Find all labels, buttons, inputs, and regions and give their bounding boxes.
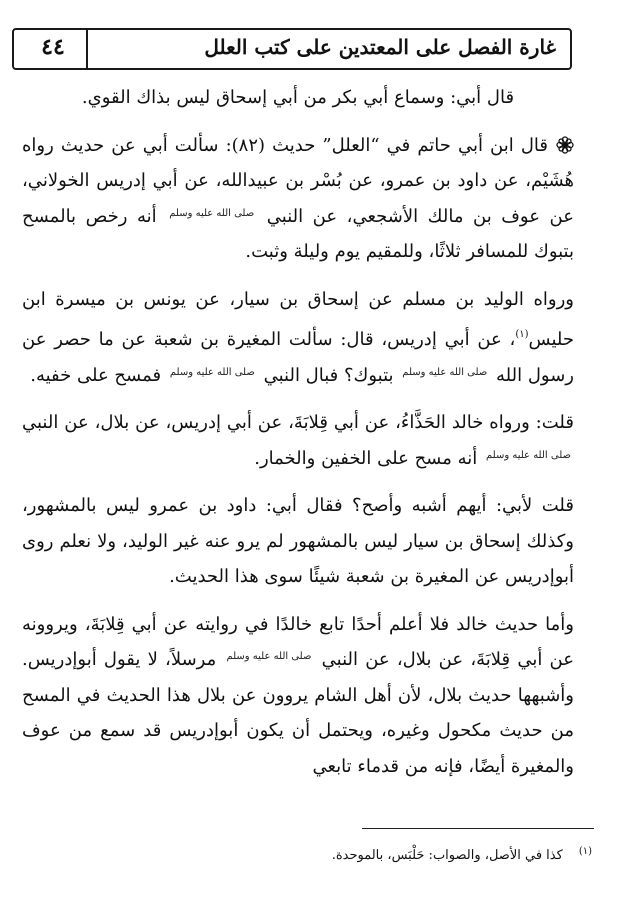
- paragraph-2-text-a: قال ابن أبي حاتم في “العلل” حديث (٨٢): سألت أبي عن حديث رواه هُشَيْم، عن داود بن عمرو، عن بُسْر بن عبيدالله، عن أبي إدريس الخولاني، عن عوف بن مالك الأشجعي، عن النبي: [22, 134, 574, 227]
- honorific-icon: صلى الله عليه وسلم: [169, 366, 255, 378]
- honorific-icon: صلى الله عليه وسلم: [226, 651, 312, 662]
- paragraph-2: [22, 128, 574, 270]
- book-title: غارة الفصل على المعتدين على كتب العلل: [204, 35, 556, 59]
- footnote-separator: [362, 828, 594, 829]
- paragraph-1-text: قال أبي: وسماع أبي بكر من أبي إسحاق ليس بذاك القوي.: [81, 87, 515, 108]
- paragraph-4: [22, 405, 574, 476]
- footnote: [32, 842, 592, 866]
- paragraph-5: [22, 488, 574, 595]
- running-header: [12, 28, 572, 70]
- paragraph-3-text-d: فمسح على خفيه.: [30, 364, 162, 386]
- paragraph-3-text-b: ، عن أبي إدريس، قال: سألت المغيرة بن شعبة عن ما حصر عن رسول الله: [22, 329, 574, 386]
- footnote-number: (١): [578, 846, 592, 857]
- header-divider: [86, 30, 88, 68]
- paragraph-6-text-a: وأما حديث خالد فلا أعلم أحدًا تابع خالدًا في روايته عن أبي قِلابَةَ، ويروونه عن أبي قِلابَةَ، عن بلال، عن النبي: [22, 613, 574, 670]
- page-number: ٤٤: [41, 34, 65, 60]
- paragraph-3-text-a: ورواه الوليد بن مسلم عن إسحاق بن سيار، عن يونس بن ميسرة ابن حليس: [22, 288, 574, 350]
- honorific-icon: صلى الله عليه وسلم: [402, 366, 488, 378]
- footnote-reference[interactable]: (١): [515, 329, 529, 340]
- paragraph-5-text: قلت لأبي: أيهم أشبه وأصح؟ فقال أبي: داود بن عمرو ليس بالمشهور، وكذلك إسحاق بن سيار ليس بالمشهور لم يرو عنه غير الوليد، ولا نعلم روى أبوإدريس عن المغيرة بن شعبة شيئًا سوى هذا الحديث.: [22, 495, 574, 587]
- paragraph-1: [22, 80, 574, 116]
- paragraph-4-text-b: أنه مسح على الخفين والخمار.: [254, 447, 478, 469]
- flower-ornament-icon: [556, 131, 574, 149]
- honorific-icon: صلى الله عليه وسلم: [486, 449, 571, 461]
- paragraph-6-text-b: مرسلاً، لا يقول أبوإدريس. وأشبهها حديث بلال، لأن أهل الشام يروون عن بلال هذا الحديث في المسح من حديث مكحول وغيره، ويحتمل أن يكون أبوإدريس قد سمع من عوف والمغيرة أيضًا، فإنه من قدماء تابعي: [22, 649, 574, 777]
- paragraph-3: [22, 282, 574, 394]
- footnote-text: كذا في الأصل، والصواب: حَلْبَس، بالموحدة.: [331, 848, 563, 863]
- honorific-icon: صلى الله عليه وسلم: [169, 207, 255, 219]
- paragraph-2-text-b: أنه رخص بالمسح بتبوك للمسافر ثلاثًا، وللمقيم يوم وليلة وثبت.: [22, 205, 574, 262]
- paragraph-3-text-c: بتبوك؟ فبال النبي: [263, 364, 394, 386]
- paragraph-4-text-a: قلت: ورواه خالد الحَذَّاءُ، عن أبي قِلابَةَ، عن أبي إدريس، عن بلال، عن النبي: [22, 412, 574, 433]
- main-text: [22, 80, 574, 796]
- paragraph-6: [22, 607, 574, 785]
